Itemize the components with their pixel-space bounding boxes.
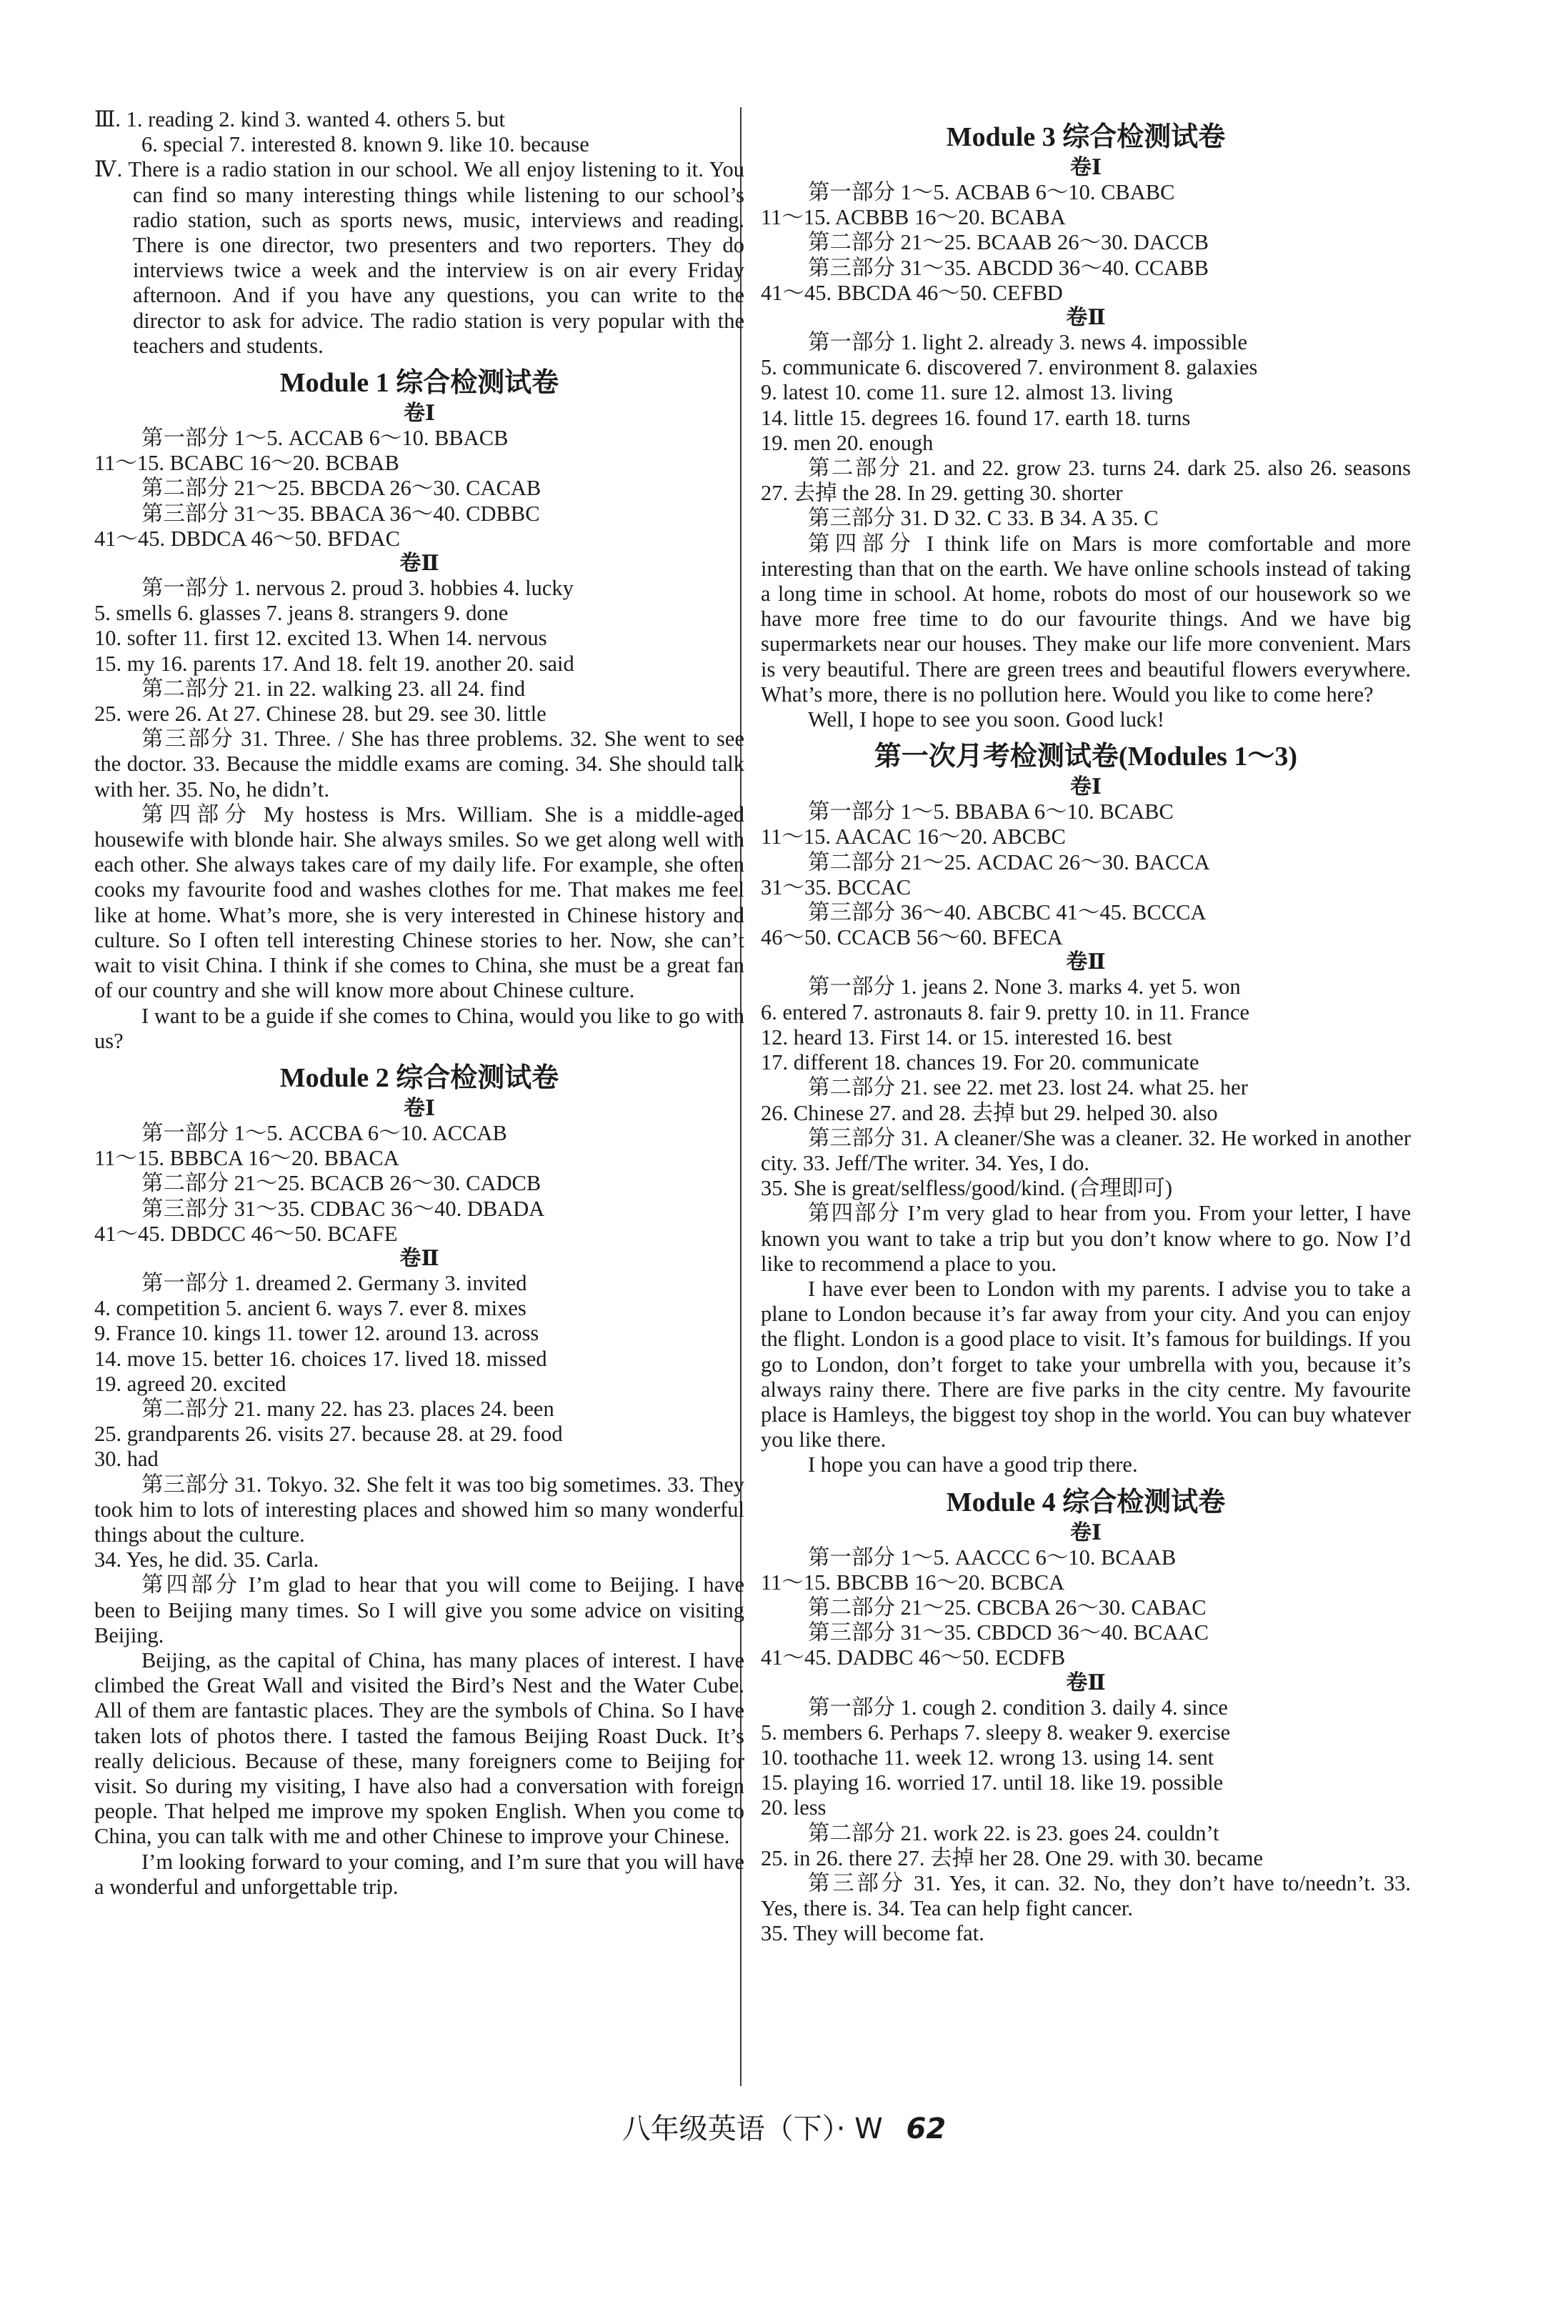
answer-line: 第一部分 1. light 2. already 3. news 4. impossible <box>808 330 1248 355</box>
answer-paragraph: 第三部分 31. Tokyo. 32. She felt it was too big sometimes. 33. They took him to lots of interesting places and showed him so many wonderful things about the culture. <box>94 1472 744 1547</box>
answer-paragraph: 第三部分 31. Three. / She has three problems. 32. She went to see the doctor. 33. Because the middle exams are coming. 34. She should talk with her. 35. No, he didn’t. <box>94 727 744 802</box>
answer-line: 第一部分 1～5. ACBAB 6～10. CBABC <box>808 180 1175 204</box>
answer-line: 第二部分 21. see 22. met 23. lost 24. what 25. her <box>808 1075 1248 1100</box>
answer-line: 11～15. BBBCA 16～20. BBACA <box>94 1146 399 1171</box>
section-subtitle: 卷Ⅰ <box>403 402 436 426</box>
answer-line: 第一部分 1～5. ACCBA 6～10. ACCAB <box>141 1120 507 1145</box>
answer-line: 19. men 20. enough <box>761 430 934 455</box>
answer-line: 第二部分 21. work 22. is 23. goes 24. couldn’t <box>808 1820 1219 1845</box>
answer-line: 12. heard 13. First 14. or 15. interested 16. best <box>761 1024 1173 1049</box>
section-subtitle: 卷Ⅰ <box>1069 775 1102 799</box>
answer-line: 第三部分 31～35. CBDCD 36～40. BCAAC <box>808 1620 1209 1645</box>
section-title: Module 2 综合检测试卷 <box>279 1062 559 1093</box>
section-subtitle: 卷Ⅱ <box>1066 1670 1106 1695</box>
essay-paragraph: I hope you can have a good trip there. <box>808 1452 1138 1477</box>
answer-line: 第二部分 21～25. BCAAB 26～30. DACCB <box>808 230 1209 255</box>
section-title: Module 1 综合检测试卷 <box>279 368 559 399</box>
answer-line: 5. communicate 6. discovered 7. environment 8. galaxies <box>761 355 1258 380</box>
answer-line: 25. in 26. there 27. 去掉 her 28. One 29. with 30. became <box>761 1845 1264 1870</box>
left-column <box>94 107 744 1900</box>
answer-line: 第三部分 36～40. ABCBC 41～45. BCCCA <box>808 900 1207 925</box>
answer-line: 第一部分 1. jeans 2. None 3. marks 4. yet 5. won <box>808 974 1241 999</box>
answer-line: 6. entered 7. astronauts 8. fair 9. pretty 10. in 11. France <box>761 999 1250 1024</box>
answer-line: 41～45. DBDCC 46～50. BCAFE <box>94 1221 398 1246</box>
answer-line: 26. Chinese 27. and 28. 去掉 but 29. helped 30. also <box>761 1100 1218 1125</box>
essay-paragraph: 第四部分 I think life on Mars is more comfortable and more interesting than that on the earth. We have online schools instead of taking a long time in school. At home, robots do most of our housework so we have more free time to do our favourite things. And we have big supermarkets near our houses. They make our life more convenient. Mars is very beautiful. There are green trees and beautiful flowers everywhere. What’s more, there is no pollution here. Would you like to come here? <box>761 531 1411 707</box>
answer-paragraph: 第三部分 31. Yes, it can. 32. No, they don’t have to/needn’t. 33. Yes, there is. 34. Tea can help fight cancer. <box>761 1870 1411 1921</box>
answer-line: 14. move 15. better 16. choices 17. lived 18. missed <box>94 1346 547 1371</box>
section-title: Module 4 综合检测试卷 <box>946 1487 1226 1517</box>
answer-line: 第三部分 31. D 32. C 33. B 34. A 35. C <box>808 506 1159 531</box>
answer-line: 第一部分 1～5. AACCC 6～10. BCAAB <box>808 1545 1177 1570</box>
answer-line: 9. France 10. kings 11. tower 12. around 13. across <box>94 1321 539 1346</box>
section-title: Module 3 综合检测试卷 <box>946 122 1226 152</box>
answer-line: 6. special 7. interested 8. known 9. like 10. because <box>141 132 589 157</box>
answer-line: 5. members 6. Perhaps 7. sleepy 8. weaker 9. exercise <box>761 1720 1231 1745</box>
answer-line: 11～15. BCABC 16～20. BCBAB <box>94 451 399 476</box>
essay-paragraph: I want to be a guide if she comes to China, would you like to go with us? <box>94 1003 744 1053</box>
answer-line: 34. Yes, he did. 35. Carla. <box>94 1547 319 1572</box>
section-subtitle: 卷Ⅰ <box>1069 156 1102 179</box>
answer-line: 15. my 16. parents 17. And 18. felt 19. another 20. said <box>94 651 574 676</box>
answer-paragraph: 第二部分 21. and 22. grow 23. turns 24. dark 25. also 26. seasons 27. 去掉 the 28. In 29. getting 30. shorter <box>761 456 1411 506</box>
answer-line: 第三部分 31～35. ABCDD 36～40. CCABB <box>808 255 1209 280</box>
section-subtitle: 卷Ⅱ <box>399 552 439 576</box>
answer-line: 19. agreed 20. excited <box>94 1371 286 1396</box>
answer-line: 第一部分 1～5. BBABA 6～10. BCABC <box>808 799 1174 824</box>
essay-paragraph: 第四部分 I’m very glad to hear from you. From your letter, I have known you want to take a trip but you don’t know where to go. Now I’d like to recommend a place to you. <box>761 1201 1411 1276</box>
answer-line: 9. latest 10. come 11. sure 12. almost 13. living <box>761 380 1173 405</box>
answer-line: 第三部分 31～35. BBACA 36～40. CDBBC <box>141 501 540 526</box>
answer-paragraph: 第三部分 31. A cleaner/She was a cleaner. 32. He worked in another city. 33. Jeff/The writer. 34. Yes, I do. <box>761 1125 1411 1175</box>
section-subtitle: 卷Ⅱ <box>399 1246 439 1270</box>
section-subtitle: 卷Ⅱ <box>1066 306 1106 330</box>
answer-line: 30. had <box>94 1447 159 1472</box>
answer-line: 5. smells 6. glasses 7. jeans 8. strangers 9. done <box>94 601 509 626</box>
page-number: 62 <box>906 2113 947 2145</box>
answer-line: 4. competition 5. ancient 6. ways 7. ever 8. mixes <box>94 1296 526 1321</box>
answer-line: Ⅲ. 1. reading 2. kind 3. wanted 4. others 5. but <box>94 107 505 131</box>
answer-line: 第一部分 1. nervous 2. proud 3. hobbies 4. lucky <box>141 576 574 601</box>
answer-line: 41～45. DADBC 46～50. ECDFB <box>761 1645 1066 1670</box>
answer-line: 第一部分 1. dreamed 2. Germany 3. invited <box>141 1270 527 1295</box>
answer-line: 35. She is great/selfless/good/kind. (合理即可) <box>761 1176 1173 1201</box>
section-title: 第一次月考检测试卷(Modules 1～3) <box>874 742 1298 772</box>
answer-line: 14. little 15. degrees 16. found 17. earth 18. turns <box>761 405 1191 430</box>
answer-line: 第一部分 1～5. ACCAB 6～10. BBACB <box>141 426 509 451</box>
answer-line: 20. less <box>761 1795 827 1820</box>
page-footer <box>0 2106 1568 2147</box>
answer-line: 第二部分 21. many 22. has 23. places 24. been <box>141 1396 554 1421</box>
right-column <box>761 107 1411 1947</box>
answer-line: 41～45. DBDCA 46～50. BFDAC <box>94 526 400 551</box>
answer-line: 11～15. ACBBB 16～20. BCABA <box>761 205 1066 230</box>
essay-paragraph: Ⅳ. There is a radio station in our school. We all enjoy listening to it. You can find so many interesting things while listening to our school’s radio station, such as sports news, music, interviews and reading. There is one director, two presenters and two reporters. They do interviews twice a week and the interview is on air every Friday afternoon. And if you have any questions, you can write to the director to ask for advice. The radio station is very popular with the teachers and students. <box>94 157 744 358</box>
answer-line: 第二部分 21～25. BBCDA 26～30. CACAB <box>141 476 541 501</box>
answer-line: 第一部分 1. cough 2. condition 3. daily 4. since <box>808 1695 1228 1720</box>
essay-paragraph: I have ever been to London with my parents. I advise you to take a plane to London because it’s far away from your city. And you can enjoy the flight. London is a good place to visit. It’s famous for buildings. If you go to London, don’t forget to take your umbrella with you, because it’s always rainy there. There are five parks in the city centre. My favourite place is Hamleys, the biggest toy shop in the world. You can buy whatever you like there. <box>761 1276 1411 1452</box>
footer-subject: 八年级英语（下）· W <box>621 2113 883 2145</box>
essay-paragraph: I’m looking forward to your coming, and I’m sure that you will have a wonderful and unforgettable trip. <box>94 1849 744 1899</box>
answer-line: 第二部分 21～25. CBCBA 26～30. CABAC <box>808 1595 1207 1620</box>
essay-paragraph: Well, I hope to see you soon. Good luck! <box>808 707 1165 732</box>
answer-line: 第二部分 21～25. BCACB 26～30. CADCB <box>141 1171 541 1196</box>
section-subtitle: 卷Ⅰ <box>1069 1520 1102 1545</box>
answer-line: 31～35. BCCAC <box>761 874 912 899</box>
answer-line: 10. softer 11. first 12. excited 13. When 14. nervous <box>94 626 547 651</box>
essay-paragraph: 第四部分 I’m glad to hear that you will come to Beijing. I have been to Beijing many times. So I will give you some advice on visiting Beijing. <box>94 1572 744 1647</box>
answer-line: 第二部分 21. in 22. walking 23. all 24. find <box>141 676 526 701</box>
answer-line: 25. were 26. At 27. Chinese 28. but 29. see 30. little <box>94 702 546 727</box>
essay-paragraph: 第四部分 My hostess is Mrs. William. She is a middle-aged housewife with blonde hair. She always smiles. So we get along well with each other. She always takes care of my daily life. For example, she often cooks my favourite food and washes clothes for me. That makes me feel like at home. What’s more, she is very interested in Chinese history and culture. So I often tell interesting Chinese stories to her. Now, she can’t wait to visit China. I think if she comes to China, she must be a great fan of our country and she will know more about Chinese culture. <box>94 802 744 1003</box>
answer-line: 25. grandparents 26. visits 27. because 28. at 29. food <box>94 1422 563 1447</box>
answer-line: 46～50. CCACB 56～60. BFECA <box>761 925 1063 950</box>
section-subtitle: 卷Ⅰ <box>403 1096 436 1120</box>
answer-line: 35. They will become fat. <box>761 1921 984 1946</box>
answer-line: 10. toothache 11. week 12. wrong 13. using 14. sent <box>761 1745 1214 1770</box>
answer-line: 第二部分 21～25. ACDAC 26～30. BACCA <box>808 849 1210 874</box>
answer-line: 17. different 18. chances 19. For 20. communicate <box>761 1050 1199 1075</box>
answer-line: 第三部分 31～35. CDBAC 36～40. DBADA <box>141 1196 545 1221</box>
answer-line: 15. playing 16. worried 17. until 18. like 19. possible <box>761 1770 1224 1795</box>
essay-paragraph: Beijing, as the capital of China, has many places of interest. I have climbed the Great Wall and visited the Bird’s Nest and the Water Cube. All of them are fantastic places. They are the symbols of China. So I have taken lots of photos there. I tasted the famous Beijing Roast Duck. It’s really delicious. Because of these, many foreigners come to Beijing for visit. So during my visiting, I have also had a conversation with foreign people. That helped me improve my spoken English. When you come to China, you can talk with me and other Chinese to improve your Chinese. <box>94 1647 744 1849</box>
answer-line: 11～15. BBCBB 16～20. BCBCA <box>761 1570 1065 1595</box>
answer-line: 11～15. AACAC 16～20. ABCBC <box>761 824 1066 849</box>
answer-line: 41～45. BBCDA 46～50. CEFBD <box>761 280 1063 305</box>
section-subtitle: 卷Ⅱ <box>1066 950 1106 974</box>
